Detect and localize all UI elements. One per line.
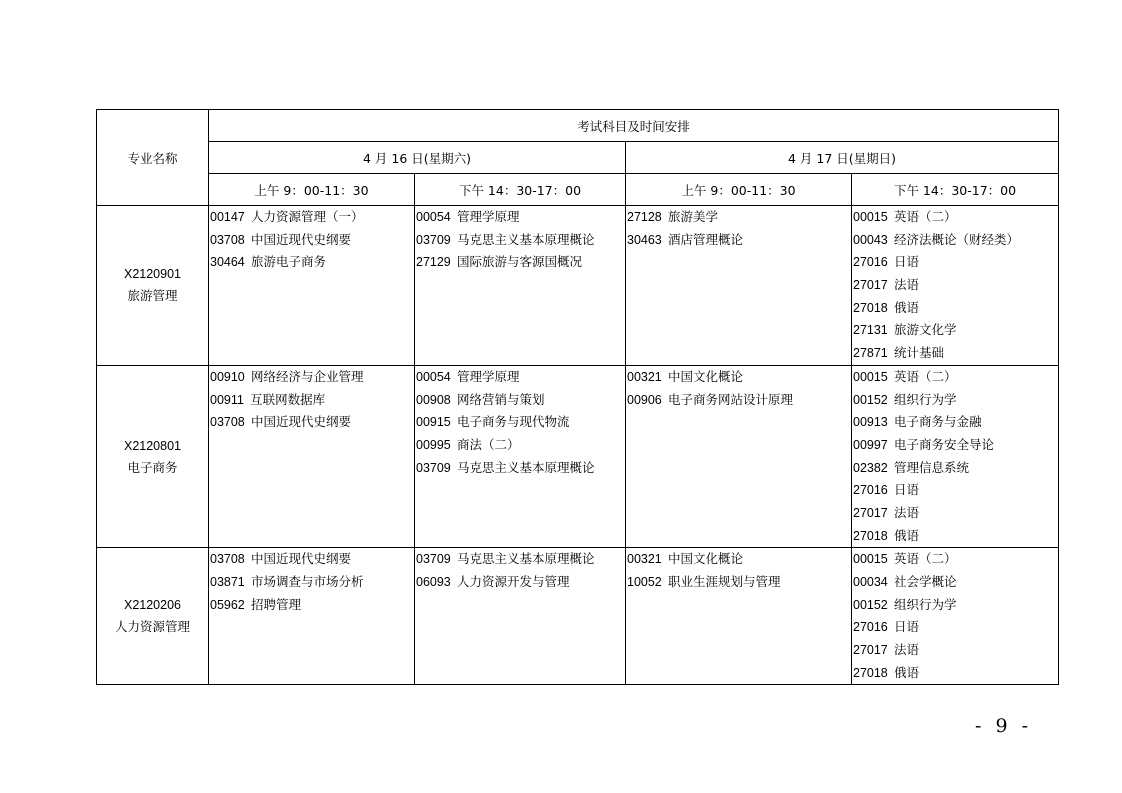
course-item bbox=[209, 206, 414, 229]
day-header-apr16: 4 月 16 日(星期六) bbox=[209, 142, 626, 174]
course-code: 00908 bbox=[416, 392, 451, 407]
session-courses-cell bbox=[209, 365, 415, 548]
course-item bbox=[626, 229, 851, 252]
course-code: 27131 bbox=[853, 323, 888, 338]
course-item bbox=[209, 366, 414, 389]
course-name: 电子商务与金融 bbox=[894, 414, 982, 430]
course-name: 网络营销与策划 bbox=[457, 391, 545, 407]
header-row-days bbox=[97, 142, 1059, 174]
course-code: 03708 bbox=[210, 552, 245, 567]
course-name: 英语（二） bbox=[894, 551, 957, 567]
major-row bbox=[97, 365, 1059, 548]
course-item bbox=[852, 389, 1058, 412]
course-item bbox=[415, 389, 625, 412]
major-name: 旅游管理 bbox=[127, 288, 178, 304]
course-name: 中国文化概论 bbox=[668, 368, 744, 384]
course-name: 马克思主义基本原理概论 bbox=[457, 551, 595, 567]
major-code: X2120801 bbox=[123, 438, 181, 453]
course-name: 日语 bbox=[894, 254, 920, 270]
course-code: 00015 bbox=[853, 369, 888, 384]
course-code: 00915 bbox=[416, 415, 451, 430]
course-code: 05962 bbox=[210, 597, 245, 612]
course-code: 00321 bbox=[627, 552, 662, 567]
course-name: 组织行为学 bbox=[894, 596, 957, 612]
course-code: 10052 bbox=[627, 575, 662, 589]
course-item bbox=[209, 389, 414, 412]
course-name: 俄语 bbox=[894, 527, 920, 543]
session-courses-cell bbox=[209, 206, 415, 366]
course-name: 招聘管理 bbox=[251, 596, 302, 612]
course-item bbox=[626, 206, 851, 229]
course-item bbox=[852, 342, 1058, 365]
course-item bbox=[852, 639, 1058, 662]
course-item bbox=[852, 297, 1058, 320]
course-code: 30464 bbox=[210, 255, 245, 270]
course-name: 管理学原理 bbox=[457, 368, 520, 384]
major-name: 电子商务 bbox=[127, 459, 178, 475]
course-code: 00997 bbox=[853, 437, 888, 452]
course-item bbox=[852, 434, 1058, 457]
course-item bbox=[852, 274, 1058, 297]
course-name: 中国近现代史纲要 bbox=[251, 414, 352, 430]
session-courses-cell bbox=[852, 206, 1059, 366]
course-name: 管理信息系统 bbox=[894, 459, 970, 475]
course-item bbox=[626, 571, 851, 594]
course-code: 03709 bbox=[416, 460, 451, 475]
course-name: 人力资源管理（一） bbox=[251, 209, 364, 224]
course-name: 人力资源开发与管理 bbox=[457, 574, 570, 589]
course-code: 00147 bbox=[210, 210, 245, 224]
course-item bbox=[415, 206, 625, 229]
course-item bbox=[626, 389, 851, 412]
course-code: 27016 bbox=[853, 483, 888, 498]
course-code: 27017 bbox=[853, 505, 888, 520]
course-item bbox=[415, 571, 625, 594]
header-row-sessions bbox=[97, 174, 1059, 206]
schedule-title-header: 考试科目及时间安排 bbox=[209, 110, 1059, 142]
course-code: 27018 bbox=[853, 528, 888, 543]
course-name: 经济法概论（财经类） bbox=[894, 231, 1020, 247]
course-code: 03709 bbox=[416, 552, 451, 567]
course-item bbox=[852, 457, 1058, 480]
course-code: 02382 bbox=[853, 460, 888, 475]
course-name: 统计基础 bbox=[894, 345, 945, 361]
course-item bbox=[852, 251, 1058, 274]
course-name: 网络经济与企业管理 bbox=[251, 368, 364, 384]
session-courses-cell bbox=[209, 548, 415, 685]
course-code: 00015 bbox=[853, 210, 888, 224]
course-name: 旅游文化学 bbox=[894, 322, 957, 338]
course-item bbox=[415, 366, 625, 389]
course-code: 27017 bbox=[853, 278, 888, 293]
course-item bbox=[209, 411, 414, 434]
course-code: 06093 bbox=[416, 575, 451, 589]
course-item bbox=[852, 411, 1058, 434]
course-code: 27871 bbox=[853, 346, 888, 361]
course-item bbox=[209, 548, 414, 571]
session-header-apr16-pm: 下午 14：30-17：00 bbox=[415, 174, 626, 206]
course-name: 商法（二） bbox=[457, 436, 520, 452]
course-name: 社会学概论 bbox=[894, 574, 957, 589]
course-code: 00043 bbox=[853, 232, 888, 247]
course-name: 组织行为学 bbox=[894, 391, 957, 407]
major-row bbox=[97, 548, 1059, 685]
course-code: 00054 bbox=[416, 369, 451, 384]
course-item bbox=[852, 479, 1058, 502]
course-name: 电子商务安全导论 bbox=[894, 436, 995, 452]
course-item bbox=[852, 229, 1058, 252]
session-courses-cell bbox=[415, 206, 626, 366]
session-header-apr16-am: 上午 9：00-11：30 bbox=[209, 174, 415, 206]
course-code: 00152 bbox=[853, 597, 888, 612]
table-body bbox=[97, 110, 1059, 685]
course-code: 27017 bbox=[853, 643, 888, 658]
major-cell bbox=[97, 548, 209, 685]
session-courses-cell bbox=[852, 548, 1059, 685]
course-item bbox=[415, 229, 625, 252]
course-item bbox=[852, 502, 1058, 525]
major-name: 人力资源管理 bbox=[114, 619, 190, 635]
course-item bbox=[415, 251, 625, 274]
course-code: 27016 bbox=[853, 620, 888, 635]
course-name: 国际旅游与客源国概况 bbox=[457, 254, 583, 270]
session-courses-cell bbox=[626, 365, 852, 548]
course-name: 电子商务与现代物流 bbox=[457, 414, 570, 430]
course-item bbox=[852, 206, 1058, 229]
course-item bbox=[415, 411, 625, 434]
course-name: 法语 bbox=[894, 504, 920, 520]
course-code: 00034 bbox=[853, 575, 888, 589]
session-header-apr17-am: 上午 9：00-11：30 bbox=[626, 174, 852, 206]
course-item bbox=[852, 571, 1058, 594]
course-name: 中国文化概论 bbox=[668, 551, 744, 567]
course-code: 03708 bbox=[210, 415, 245, 430]
course-name: 酒店管理概论 bbox=[668, 231, 744, 247]
course-code: 03871 bbox=[210, 575, 245, 589]
session-courses-cell bbox=[415, 365, 626, 548]
major-cell bbox=[97, 365, 209, 548]
course-name: 管理学原理 bbox=[457, 209, 520, 224]
course-code: 00911 bbox=[210, 392, 244, 407]
course-name: 互联网数据库 bbox=[250, 391, 326, 407]
course-item bbox=[209, 229, 414, 252]
course-item bbox=[852, 525, 1058, 548]
course-name: 俄语 bbox=[894, 664, 920, 680]
course-code: 00054 bbox=[416, 210, 451, 224]
course-code: 27129 bbox=[416, 255, 451, 270]
course-name: 法语 bbox=[894, 642, 920, 658]
course-name: 日语 bbox=[894, 482, 920, 498]
course-item bbox=[415, 548, 625, 571]
course-item bbox=[415, 457, 625, 480]
course-code: 00321 bbox=[627, 369, 662, 384]
major-cell bbox=[97, 206, 209, 366]
course-code: 00910 bbox=[210, 369, 245, 384]
course-name: 法语 bbox=[894, 277, 920, 293]
course-code: 27018 bbox=[853, 300, 888, 315]
course-name: 旅游美学 bbox=[668, 209, 719, 224]
course-name: 中国近现代史纲要 bbox=[251, 231, 352, 247]
major-name-header: 专业名称 bbox=[97, 110, 209, 206]
course-item bbox=[852, 548, 1058, 571]
course-code: 00995 bbox=[416, 437, 451, 452]
page-number: - 9 - bbox=[975, 715, 1033, 737]
course-item bbox=[626, 548, 851, 571]
session-courses-cell bbox=[626, 206, 852, 366]
day-header-apr17: 4 月 17 日(星期日) bbox=[626, 142, 1059, 174]
course-item bbox=[209, 594, 414, 617]
header-row-title bbox=[97, 110, 1059, 142]
course-item bbox=[415, 434, 625, 457]
session-header-apr17-pm: 下午 14：30-17：00 bbox=[852, 174, 1059, 206]
course-name: 旅游电子商务 bbox=[251, 254, 327, 270]
course-name: 英语（二） bbox=[894, 368, 957, 384]
course-name: 市场调查与市场分析 bbox=[251, 574, 364, 589]
session-courses-cell bbox=[626, 548, 852, 685]
course-name: 马克思主义基本原理概论 bbox=[457, 459, 595, 475]
course-code: 27128 bbox=[627, 210, 662, 224]
course-item bbox=[852, 662, 1058, 685]
course-name: 职业生涯规划与管理 bbox=[668, 574, 781, 589]
course-name: 英语（二） bbox=[894, 209, 957, 224]
course-code: 00913 bbox=[853, 415, 888, 430]
course-item bbox=[852, 616, 1058, 639]
session-courses-cell bbox=[852, 365, 1059, 548]
course-code: 00015 bbox=[853, 552, 888, 567]
course-name: 中国近现代史纲要 bbox=[251, 551, 352, 567]
major-code: X2120901 bbox=[123, 267, 181, 282]
course-name: 马克思主义基本原理概论 bbox=[457, 231, 595, 247]
course-code: 27018 bbox=[853, 665, 888, 680]
course-code: 30463 bbox=[627, 232, 662, 247]
course-code: 03708 bbox=[210, 232, 245, 247]
course-item bbox=[852, 319, 1058, 342]
exam-schedule-table bbox=[96, 109, 1059, 685]
course-code: 00152 bbox=[853, 392, 888, 407]
course-code: 27016 bbox=[853, 255, 888, 270]
course-item bbox=[852, 366, 1058, 389]
course-item bbox=[852, 594, 1058, 617]
course-name: 日语 bbox=[894, 619, 920, 635]
major-row bbox=[97, 206, 1059, 366]
course-item bbox=[209, 571, 414, 594]
course-item bbox=[626, 366, 851, 389]
course-item bbox=[209, 251, 414, 274]
course-name: 俄语 bbox=[894, 299, 920, 315]
course-code: 03709 bbox=[416, 232, 451, 247]
major-code: X2120206 bbox=[123, 598, 181, 613]
course-name: 电子商务网站设计原理 bbox=[668, 391, 794, 407]
session-courses-cell bbox=[415, 548, 626, 685]
course-code: 00906 bbox=[627, 392, 662, 407]
